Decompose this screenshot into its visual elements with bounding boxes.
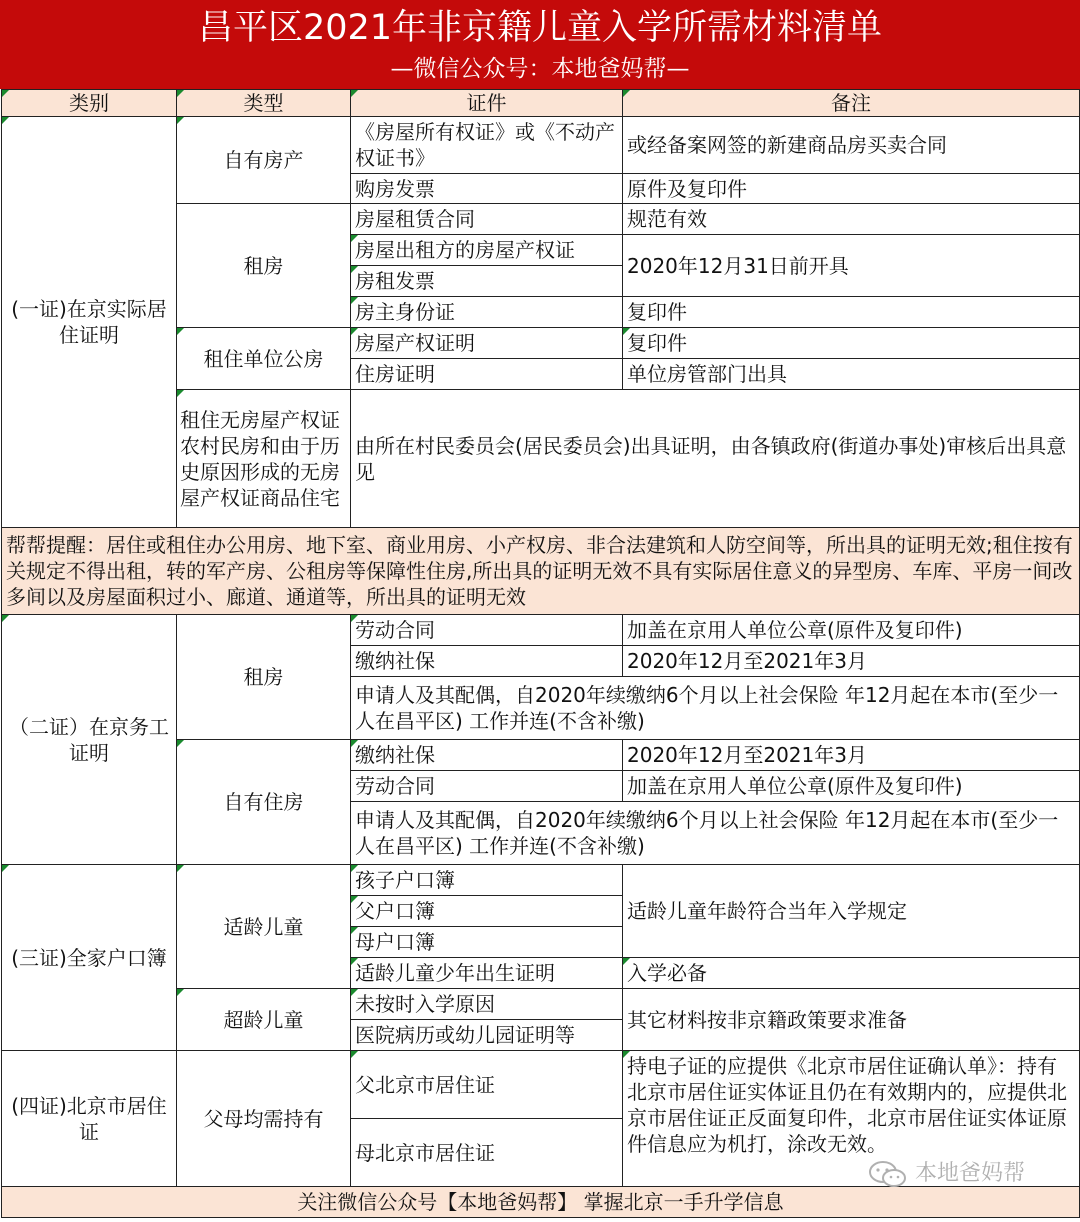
- section1-rent-note2: 2020年12月31日前开具: [623, 235, 1080, 297]
- table-row: [2, 117, 1080, 174]
- section1-no-cert-type: 租住无房屋产权证农村民房和由于历史原因形成的无房屋产权证商品住宅: [177, 390, 351, 528]
- section3-over-doc2: 医院病历或幼儿园证明等: [351, 1020, 623, 1051]
- section2-rent-note2: 2020年12月至2021年3月: [623, 646, 1080, 677]
- section1-own-house-doc1: 《房屋所有权证》或《不动产权证书》: [351, 117, 623, 174]
- section2-own-note2: 加盖在京用人单位公章(原件及复印件): [623, 771, 1080, 802]
- watermark: [868, 1156, 1025, 1189]
- section2-own-type: 自有住房: [177, 740, 351, 865]
- section2-own-note1: 2020年12月至2021年3月: [623, 740, 1080, 771]
- section1-unit-house-doc1: 房屋产权证明: [351, 328, 623, 359]
- section1-rent-note4: 复印件: [623, 297, 1080, 328]
- section2-category: （二证）在京务工证明: [2, 615, 177, 865]
- section1-own-house-doc2: 购房发票: [351, 174, 623, 204]
- section1-unit-house-note2: 单位房管部门出具: [623, 359, 1080, 390]
- watermark-text: 本地爸妈帮: [915, 1161, 1026, 1186]
- section1-rent-doc2: 房屋出租方的房屋产权证: [351, 235, 623, 266]
- header-banner: [0, 0, 1080, 89]
- section3-age-note123: 适龄儿童年龄符合当年入学规定: [623, 865, 1080, 958]
- section1-own-house-type: 自有房产: [177, 117, 351, 204]
- section3-age-doc4: 适龄儿童少年出生证明: [351, 958, 623, 989]
- section2-rent-doc2: 缴纳社保: [351, 646, 623, 677]
- section1-no-cert-note: 由所在村民委员会(居民委员会)出具证明，由各镇政府(街道办事处)审核后出具意见: [351, 390, 1080, 528]
- section2-own-merged: 申请人及其配偶，自2020年续缴纳6个月以上社会保险 年12月起在本市(至少一人在昌平区) 工作并连(不含补缴): [351, 802, 1080, 865]
- section1-rent-doc1: 房屋租赁合同: [351, 204, 623, 235]
- reminder-note: 帮帮提醒：居住或租住办公用房、地下室、商业用房、小产权房、非合法建筑和人防空间等，所出具的证明无效;租住按有关规定不得出租，转的军产房、公租房等保障性住房,所出具的证明无效不具有实际居住意义的异型房、车库、平房一间改多间以及房屋面积过小、廊道、通道等，所出具的证明无效: [2, 528, 1080, 615]
- page-title: 昌平区2021年非京籍儿童入学所需材料清单: [197, 8, 883, 48]
- header-remarks: 备注: [623, 90, 1080, 117]
- section1-rent-doc3: 房租发票: [351, 266, 623, 297]
- section3-age-doc3: 母户口簿: [351, 927, 623, 958]
- section2-own-doc2: 劳动合同: [351, 771, 623, 802]
- section2-rent-type: 租房: [177, 615, 351, 740]
- section1-own-house-note1: 或经备案网签的新建商品房买卖合同: [623, 117, 1080, 174]
- section4-category: (四证)北京市居住证: [2, 1051, 177, 1187]
- table-row: [2, 615, 1080, 646]
- header-category: 类别: [2, 90, 177, 117]
- header-type: 类型: [177, 90, 351, 117]
- section1-unit-house-doc2: 住房证明: [351, 359, 623, 390]
- section1-unit-house-type: 租住单位公房: [177, 328, 351, 390]
- section1-own-house-note2: 原件及复印件: [623, 174, 1080, 204]
- section3-age-doc2: 父户口簿: [351, 896, 623, 927]
- section2-rent-note1: 加盖在京用人单位公章(原件及复印件): [623, 615, 1080, 646]
- footer-text: 关注微信公众号【本地爸妈帮】 掌握北京一手升学信息: [2, 1187, 1080, 1218]
- section3-age-type: 适龄儿童: [177, 865, 351, 989]
- materials-table: [1, 89, 1080, 1218]
- page-subtitle: —微信公众号：本地爸妈帮—: [390, 56, 690, 82]
- table-row: [2, 528, 1080, 615]
- section3-over-doc1: 未按时入学原因: [351, 989, 623, 1020]
- section3-category: (三证)全家户口簿: [2, 865, 177, 1051]
- section4-doc2: 母北京市居住证: [351, 1119, 623, 1187]
- section4-type: 父母均需持有: [177, 1051, 351, 1187]
- section4-doc1: 父北京市居住证: [351, 1051, 623, 1119]
- section1-category: (一证)在京实际居住证明: [2, 117, 177, 528]
- section3-age-note4: 入学必备: [623, 958, 1080, 989]
- section3-over-type: 超龄儿童: [177, 989, 351, 1051]
- section1-unit-house-note1: 复印件: [623, 328, 1080, 359]
- wechat-icon: [868, 1159, 908, 1189]
- table-footer-row: [2, 1187, 1080, 1218]
- table-header-row: [2, 90, 1080, 117]
- section2-rent-merged: 申请人及其配偶，自2020年续缴纳6个月以上社会保险 年12月起在本市(至少一人在昌平区) 工作并连(不含补缴): [351, 677, 1080, 740]
- section1-rent-doc4: 房主身份证: [351, 297, 623, 328]
- table-row: [2, 865, 1080, 896]
- section3-age-doc1: 孩子户口簿: [351, 865, 623, 896]
- section1-rent-note1: 规范有效: [623, 204, 1080, 235]
- table-row: [2, 1051, 1080, 1119]
- section3-over-note: 其它材料按非京籍政策要求准备: [623, 989, 1080, 1051]
- section2-rent-doc1: 劳动合同: [351, 615, 623, 646]
- section1-rent-type: 租房: [177, 204, 351, 328]
- section2-own-doc1: 缴纳社保: [351, 740, 623, 771]
- header-document: 证件: [351, 90, 623, 117]
- section4-note: 持电子证的应提供《北京市居住证确认单》：持有北京市居住证实体证且仍在有效期内的，应提供北京市居住证正反面复印件，北京市居住证实体证原件信息应为机打，涂改无效。: [623, 1051, 1080, 1187]
